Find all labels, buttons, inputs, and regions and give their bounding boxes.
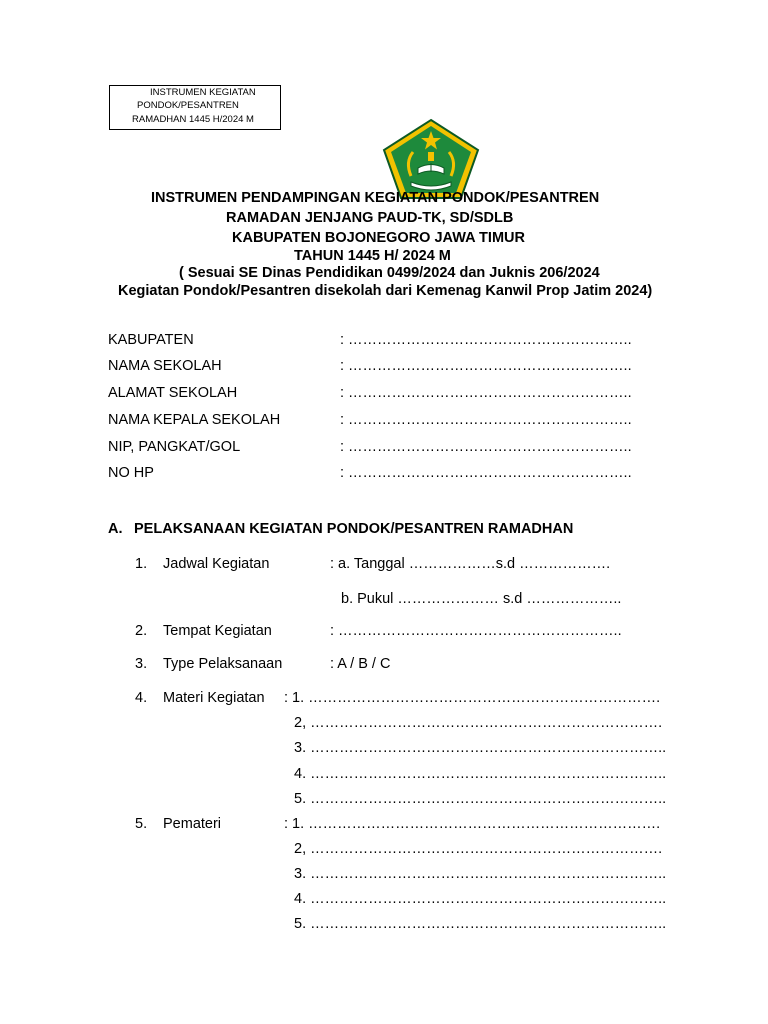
item-4-number: 4. [135,690,148,706]
pemateri-line: 2, ………………………………………………………………. [294,841,663,857]
header-line-1: INSTRUMEN PENDAMPINGAN KEGIATAN PONDOK/PESANTREN [151,190,600,206]
item-4-label: Materi Kegiatan [163,690,265,706]
item-1-pukul: b. Pukul ………………… s.d ……………….. [341,591,622,607]
field-label-kepala-sekolah: NAMA KEPALA SEKOLAH [108,412,281,428]
item-1-label: Jadwal Kegiatan [163,556,270,572]
item-2-label: Tempat Kegiatan [163,623,272,639]
label-line-3: RAMADHAN 1445 H/2024 M [132,114,254,125]
item-1-number: 1. [135,556,148,572]
label-line-2: PONDOK/PESANTREN [137,100,239,111]
kemenag-emblem-icon [381,118,481,200]
materi-line: : 1. ………………………………………………………………. [284,690,661,706]
field-label-no-hp: NO HP [108,465,154,481]
header-line-6: Kegiatan Pondok/Pesantren disekolah dari Kemenag Kanwil Prop Jatim 2024) [118,283,653,299]
section-a-letter: A. [108,521,123,537]
item-3-label: Type Pelaksanaan [163,656,283,672]
header-line-3: KABUPATEN BOJONEGORO JAWA TIMUR [232,230,525,246]
field-label-alamat-sekolah: ALAMAT SEKOLAH [108,385,238,401]
field-value-nama-sekolah: : ………………………………………………….. [340,358,632,374]
item-3-value: : A / B / C [330,656,391,672]
section-a-title: PELAKSANAAN KEGIATAN PONDOK/PESANTREN RAMADHAN [134,521,574,537]
field-value-alamat-sekolah: : ………………………………………………….. [340,385,632,401]
pemateri-line: 5. ……………………………………………………………….. [294,916,667,932]
header-line-4: TAHUN 1445 H/ 2024 M [294,248,451,264]
field-value-nip: : ………………………………………………….. [340,439,632,455]
item-5-number: 5. [135,816,148,832]
field-label-nip: NIP, PANGKAT/GOL [108,439,241,455]
materi-line: 5. ……………………………………………………………….. [294,791,667,807]
label-line-1: INSTRUMEN KEGIATAN [150,87,256,98]
pemateri-line: 3. ……………………………………………………………….. [294,866,667,882]
field-value-kepala-sekolah: : ………………………………………………….. [340,412,632,428]
item-2-value: : ………………………………………………….. [330,623,622,639]
materi-line: 3. ……………………………………………………………….. [294,740,667,756]
pemateri-line: : 1. ………………………………………………………………. [284,816,661,832]
pemateri-line: 4. ……………………………………………………………….. [294,891,667,907]
item-5-label: Pemateri [163,816,222,832]
item-2-number: 2. [135,623,148,639]
materi-line: 2, ………………………………………………………………. [294,715,663,731]
materi-line: 4. ……………………………………………………………….. [294,766,667,782]
field-value-no-hp: : ………………………………………………….. [340,465,632,481]
field-label-nama-sekolah: NAMA SEKOLAH [108,358,222,374]
item-3-number: 3. [135,656,148,672]
header-line-5: ( Sesuai SE Dinas Pendidikan 0499/2024 dan Juknis 206/2024 [179,265,600,281]
field-value-kabupaten: : ………………………………………………….. [340,332,632,348]
header-line-2: RAMADAN JENJANG PAUD-TK, SD/SDLB [226,210,514,226]
document-label-box [109,85,281,130]
item-1-tanggal: : a. Tanggal ………………s.d ………………. [330,556,611,572]
field-label-kabupaten: KABUPATEN [108,332,194,348]
